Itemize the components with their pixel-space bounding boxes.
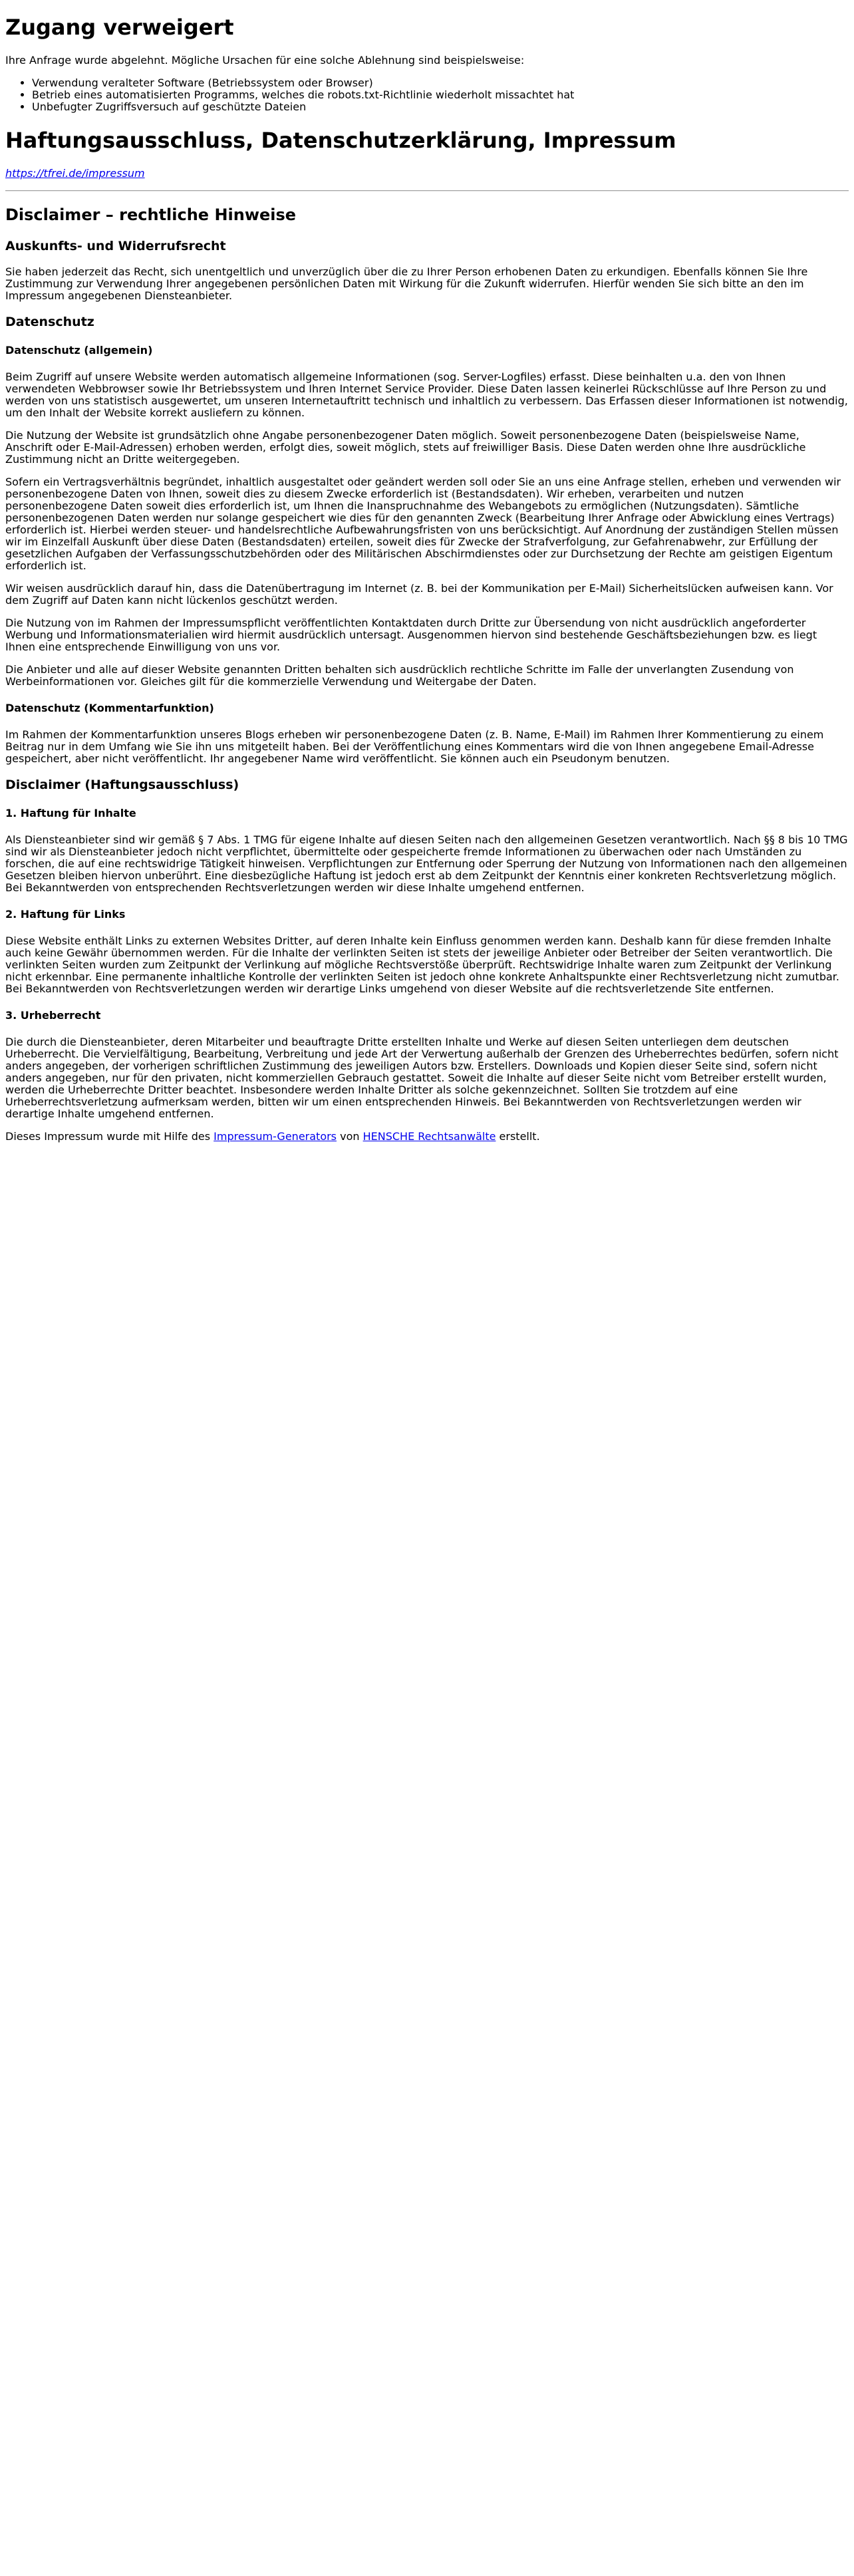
credit-prefix: Dieses Impressum wurde mit Hilfe des bbox=[5, 1130, 214, 1143]
lawyer-link[interactable]: HENSCHE Rechtsanwälte bbox=[362, 1130, 496, 1143]
content-liability-text: Als Diensteanbieter sind wir gemäß § 7 Abs. 1 TMG für eigene Inhalte auf diesen Seiten nach den allgemeinen Gesetzen verantwortlich. Nach §§ 8 bis 10 TMG sind wir als Diensteanbieter jedoch nicht verpflichtet, übermittelte oder gespeicherte fremde Informationen zu überwachen oder nach Umständen zu forschen, die auf eine rechtswidrige Tätigkeit hinweisen. Verpflichtungen zur Entfernung oder Sperrung der Nutzung von Informationen nach den allgemeinen Gesetzen bleiben hiervon unberührt. Eine diesbezügliche Haftung ist jedoch erst ab dem Zeitpunkt der Kenntnis einer konkreten Rechtsverletzung möglich. Bei Bekanntwerden von entsprechenden Rechtsverletzungen werden wir diese Inhalte umgehend entfernen. bbox=[5, 833, 848, 894]
content-liability-heading: 1. Haftung für Inhalte bbox=[5, 807, 136, 819]
imprint-credit bbox=[5, 1131, 849, 1143]
generator-link[interactable]: Impressum-Generators bbox=[214, 1130, 337, 1143]
links-liability-heading: 2. Haftung für Links bbox=[5, 908, 126, 921]
privacy-paragraph: Die Anbieter und alle auf dieser Website genannten Dritten behalten sich ausdrücklich rechtliche Schritte im Falle der unverlangten Zusendung von Werbeinformationen vor. Gleiches gilt für die kommerzielle Verwendung und Weitergabe der Daten. bbox=[5, 663, 794, 688]
denial-reason: • Unbefugter Zugriffsversuch auf geschützte Dateien bbox=[32, 101, 849, 113]
imprint-title: Haftungsausschluss, Datenschutzerklärung, Impressum bbox=[5, 128, 676, 153]
privacy-paragraph: Die Nutzung von im Rahmen der Impressumspflicht veröffentlichten Kontaktdaten durch Dritte zur Übersendung von nicht ausdrücklich angeforderter Werbung und Informationsmaterialien wird hiermit ausdrücklich untersagt. Ausgenommen hiervon sind bestehende Geschäftsbeziehungen bzw. es liegt Ihnen eine entsprechende Einwilligung von uns vor. bbox=[5, 617, 817, 653]
liability-title: Disclaimer (Haftungsausschluss) bbox=[5, 778, 239, 792]
credit-middle: von bbox=[337, 1130, 363, 1143]
copyright-heading: 3. Urheberrecht bbox=[5, 1009, 101, 1022]
imprint-link[interactable]: https://tfrei.de/impressum bbox=[5, 167, 145, 180]
credit-suffix: erstellt. bbox=[496, 1130, 540, 1143]
privacy-paragraph: Wir weisen ausdrücklich darauf hin, dass die Datenübertragung im Internet (z. B. bei der Kommunikation per E-Mail) Sicherheitslücken aufweisen kann. Vor dem Zugriff auf Daten kann nicht lückenlos geschützt werden. bbox=[5, 582, 833, 607]
divider bbox=[5, 190, 849, 192]
privacy-general-heading: Datenschutz (allgemein) bbox=[5, 344, 153, 357]
disclaimer-notes-title: Disclaimer – rechtliche Hinweise bbox=[5, 206, 297, 224]
privacy-title: Datenschutz bbox=[5, 315, 94, 329]
info-rights-heading: Auskunfts- und Widerrufsrecht bbox=[5, 239, 226, 253]
privacy-comments-heading: Datenschutz (Kommentarfunktion) bbox=[5, 702, 214, 714]
denial-reasons-list bbox=[5, 77, 849, 113]
info-rights-text: Sie haben jederzeit das Recht, sich unentgeltlich und unverzüglich über die zu Ihrer Person erhobenen Daten zu erkundigen. Ebenfalls können Sie Ihre Zustimmung zur Verwendung Ihrer angegebenen persönlichen Daten mit Wirkung für die Zukunft widerrufen. Hierfür wenden Sie sich bitte an den im Impressum angegebenen Diensteanbieter. bbox=[5, 265, 808, 302]
denial-reason: • Verwendung veralteter Software (Betriebssystem oder Browser) bbox=[32, 77, 849, 89]
page bbox=[0, 14, 854, 1143]
access-denied-intro: Ihre Anfrage wurde abgelehnt. Mögliche Ursachen für eine solche Ablehnung sind beispielsweise: bbox=[5, 54, 525, 67]
privacy-paragraph: Die Nutzung der Website ist grundsätzlich ohne Angabe personenbezogener Daten möglich. Soweit personenbezogene Daten (beispielsweise Name, Anschrift oder E-Mail-Adressen) erhoben werden, erfolgt dies, soweit möglich, stets auf freiwilliger Basis. Diese Daten werden ohne Ihre ausdrückliche Zustimmung nicht an Dritte weitergegeben. bbox=[5, 429, 806, 466]
copyright-text: Die durch die Diensteanbieter, deren Mitarbeiter und beauftragte Dritte erstellten Inhalte und Werke auf diesen Seiten unterliegen dem deutschen Urheberrecht. Die Vervielfältigung, Bearbeitung, Verbreitung und jede Art der Verwertung außerhalb der Grenzen des Urheberrechtes bedürfen, sofern nicht anders angegeben, der vorherigen schriftlichen Zustimmung des jeweiligen Autors bzw. Erstellers. Downloads und Kopien dieser Seite sind, sofern nicht anders angegeben, nur für den privaten, nicht kommerziellen Gebrauch gestattet. Soweit die Inhalte auf dieser Seite nicht vom Betreiber erstellt wurden, werden die Urheberrechte Dritter beachtet. Insbesondere werden Inhalte Dritter als solche gekennzeichnet. Sollten Sie trotzdem auf eine Urheberrechtsverletzung aufmerksam werden, bitten wir um einen entsprechenden Hinweis. Bei Bekanntwerden von Rechtsverletzungen werden wir derartige Inhalte umgehend entfernen. bbox=[5, 1036, 839, 1120]
denial-reason: • Betrieb eines automatisierten Programms, welches die robots.txt-Richtlinie wiederholt missachtet hat bbox=[32, 89, 849, 101]
imprint-link-paragraph bbox=[5, 168, 849, 180]
access-denied-title: Zugang verweigert bbox=[5, 15, 234, 40]
links-liability-text: Diese Website enthält Links zu externen Websites Dritter, auf deren Inhalte kein Einfluss genommen werden kann. Deshalb kann für diese fremden Inhalte auch keine Gewähr übernommen werden. Für die Inhalte der verlinkten Seiten ist stets der jeweilige Anbieter oder Betreiber der Seiten verantwortlich. Die verlinkten Seiten wurden zum Zeitpunkt der Verlinkung auf mögliche Rechtsverstöße überprüft. Rechtswidrige Inhalte waren zum Zeitpunkt der Verlinkung nicht erkennbar. Eine permanente inhaltliche Kontrolle der verlinkten Seiten ist jedoch ohne konkrete Anhaltspunkte einer Rechtsverletzung nicht zumutbar. Bei Bekanntwerden von Rechtsverletzungen werden wir derartige Links umgehend von dieser Website auf die rechtsverletzende Site entfernen. bbox=[5, 934, 839, 995]
privacy-paragraph: Sofern ein Vertragsverhältnis begründet, inhaltlich ausgestaltet oder geändert werden soll oder Sie an uns eine Anfrage stellen, erheben und verwenden wir personenbezogene Daten von Ihnen, soweit dies zu diesem Zwecke erforderlich ist (Bestandsdaten). Wir erheben, verarbeiten und nutzen personenbezogene Daten soweit dies erforderlich ist, um Ihnen die Inanspruchnahme des Webangebots zu ermöglichen (Nutzungsdaten). Sämtliche personenbezogenen Daten werden nur solange gespeichert wie dies für den genannten Zweck (Bearbeitung Ihrer Anfrage oder Abwicklung eines Vertrags) erforderlich ist. Hierbei werden steuer- und handelsrechtliche Aufbewahrungsfristen von uns berücksichtigt. Auf Anordnung der zuständigen Stellen müssen wir im Einzelfall Auskunft über diese Daten (Bestandsdaten) erteilen, soweit dies für Zwecke der Strafverfolgung, zur Gefahrenabwehr, zur Erfüllung der gesetzlichen Aufgaben der Verfassungsschutzbehörden oder des Militärischen Abschirmdienstes oder zur Durchsetzung der Rechte am geistigen Eigentum erforderlich ist. bbox=[5, 476, 841, 572]
privacy-paragraph: Beim Zugriff auf unsere Website werden automatisch allgemeine Informationen (sog. Server-Logfiles) erfasst. Diese beinhalten u.a. den von Ihnen verwendeten Webbrowser sowie Ihr Betriebssystem und Ihren Internet Service Provider. Diese Daten lassen keinerlei Rückschlüsse auf Ihre Person zu und werden von uns statistisch ausgewertet, um unseren Internetauftritt technisch und inhaltlich zu verbessern. Das Erfassen dieser Informationen ist notwendig, um den Inhalt der Website korrekt ausliefern zu können. bbox=[5, 370, 848, 419]
privacy-comments-text: Im Rahmen der Kommentarfunktion unseres Blogs erheben wir personenbezogene Daten (z. B. Name, E-Mail) im Rahmen Ihrer Kommentierung zu einem Beitrag nur in dem Umfang wie Sie ihn uns mitgeteilt haben. Bei der Veröffentlichung eines Kommentars wird die von Ihnen angegebene Email-Adresse gespeichert, aber nicht veröffentlicht. Ihr angegebener Name wird veröffentlicht. Sie können auch ein Pseudonym benutzen. bbox=[5, 728, 824, 765]
